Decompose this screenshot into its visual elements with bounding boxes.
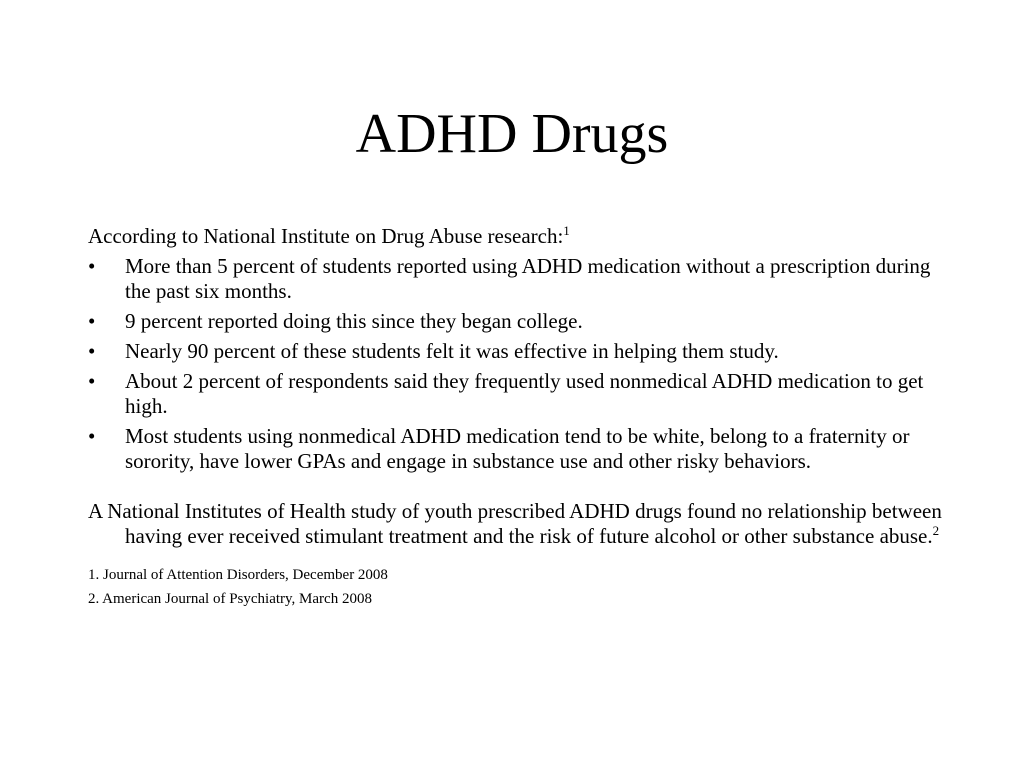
bullet-text: About 2 percent of respondents said they frequently used nonmedical ADHD medication to get high.: [125, 369, 924, 418]
intro-text: According to National Institute on Drug Abuse research:: [88, 224, 564, 248]
slide-body: [88, 224, 948, 611]
intro-line: [88, 224, 948, 249]
bullet-item: [88, 339, 948, 364]
nih-study-text: A National Institutes of Health study of youth prescribed ADHD drugs found no relationship between having ever received stimulant treatment and the risk of future alcohol or other substance abuse.: [88, 499, 942, 548]
slide-title: ADHD Drugs: [355, 103, 669, 165]
bullet-text: More than 5 percent of students reported using ADHD medication without a prescription during the past six months.: [125, 254, 931, 303]
bullet-item: [88, 254, 948, 304]
bullet-item: [88, 369, 948, 419]
bullet-icon: •: [88, 254, 96, 278]
nih-footnote-marker: 2: [932, 523, 940, 538]
intro-footnote-marker: 1: [563, 223, 570, 238]
bullet-text: Nearly 90 percent of these students felt it was effective in helping them study.: [125, 339, 779, 363]
bullet-icon: •: [88, 339, 96, 363]
bullet-icon: •: [88, 309, 96, 333]
bullet-text: Most students using nonmedical ADHD medication tend to be white, belong to a fraternity or sorority, have lower GPAs and engage in substance use and other risky behaviors.: [125, 424, 910, 473]
reference-item: 1. Journal of Attention Disorders, December 2008: [88, 567, 388, 583]
references: [88, 563, 948, 611]
reference-item: 2. American Journal of Psychiatry, March 2008: [88, 591, 372, 607]
bullet-item: [88, 309, 948, 334]
bullet-icon: •: [88, 369, 96, 393]
nih-study-paragraph: [88, 499, 948, 549]
bullet-item: [88, 424, 948, 474]
bullet-list: [88, 254, 948, 474]
bullet-icon: •: [88, 424, 96, 448]
bullet-text: 9 percent reported doing this since they began college.: [125, 309, 583, 333]
